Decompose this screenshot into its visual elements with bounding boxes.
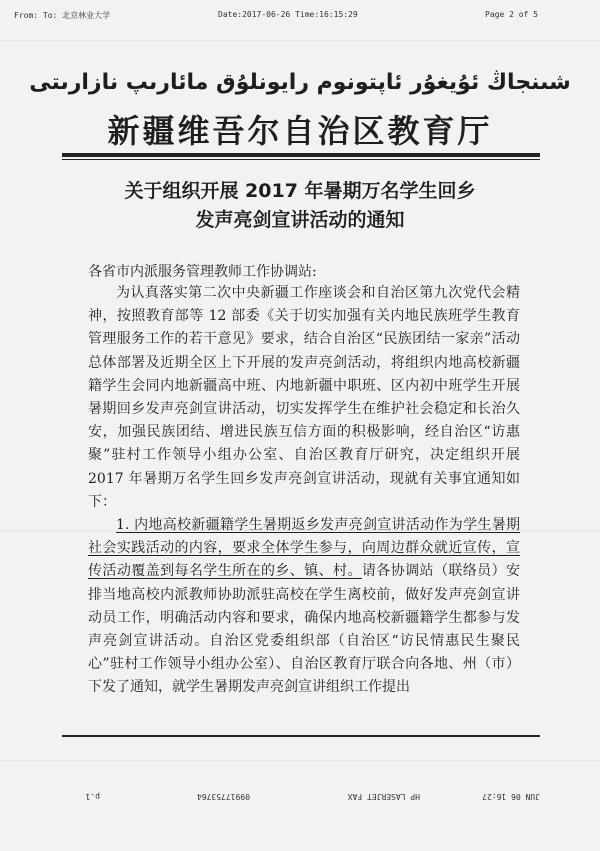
fax-footer-device: HP LASERJET FAX (347, 792, 420, 801)
underlined-text: 1. 内地高校新疆籍学生暑期返乡发声亮剑宣讲活动作为学生暑期社会实践活动的内容，要求全体学生参与，向周边群众就近宣传，宣传活动覆盖到每名学生所在的乡、镇、村。 (88, 517, 520, 580)
fax-footer-datetime: JUN 06 16:27 (482, 792, 540, 801)
fax-date: Date:2017-06-26 Time:16:15:29 (218, 10, 358, 19)
fax-footer-page: p.1 (85, 792, 100, 801)
letterhead-rule-thick (62, 153, 540, 157)
fax-footer-number: 09917753764 (197, 792, 250, 801)
document-title-line1: 关于组织开展 2017 年暑期万名学生回乡 (124, 180, 476, 202)
letterhead-uyghur: شىنجاڭ ئۇيغۇر ئاپتونوم رايونلۇق مائارىپ نازارىتى (29, 70, 571, 95)
fax-footer (60, 787, 540, 801)
document-body (88, 282, 520, 700)
letterhead-rule-thin (62, 159, 540, 160)
document-title-line2: 发声亮剑宣讲活动的通知 (195, 209, 405, 231)
paragraph-text: 请各协调站（联络员）安排当地高校内派教师协助派驻高校在学生离校前，做好发声亮剑宣讲动员工作， (88, 563, 521, 626)
paragraph-intro: 为认真落实第二次中央新疆工作座谈会和自治区第九次党代会精神，按照教育部等 12 部委《关于切实加强有关内地民族班学生教育管理服务工作的若干意见》要求，结合自治区“民族团结一家亲”活动总体部署及近期全区上下开展的发声亮剑活动，将组织内地高校新疆籍学生会同内地新疆高中班、内地新疆中职班、区内初中班学生开展暑期回乡发声亮剑宣讲活动，切实发挥学生在维护社会稳定和长治久安，加强民族团结、增进民族互信方面的积极影响，经自治区“访惠聚”驻村工作领导小组办公室、自治区教育厅研究，决定组织开展 2017 年暑期万名学生回乡发声亮剑宣讲活动，现就有关事宜通知如下： (88, 285, 520, 510)
scan-artifact (0, 40, 600, 41)
fax-header (0, 10, 600, 26)
letterhead-chinese: 新疆维吾尔自治区教育厅 (107, 112, 493, 150)
scan-artifact (0, 530, 600, 531)
footer-rule (62, 735, 540, 737)
paragraph-text: 明确活动内容和要求，确保内地高校新疆籍学生都参与发声亮剑宣讲活动。自治区党委组织部（自治区“访民情惠民生聚民心”驻村工作领导小组办公室）、自治区教育厅联合向各地、州（市）下发了通知，就学生暑期发声亮剑宣讲组织工作提出 (88, 609, 521, 696)
fax-page: Page 2 of 5 (485, 10, 538, 19)
paragraph-item-1 (88, 514, 520, 700)
salutation: 各省市内派服务管理教师工作协调站: (88, 264, 317, 280)
scan-artifact (0, 760, 600, 761)
fax-from: From: To: 北京林业大学 (14, 11, 111, 20)
